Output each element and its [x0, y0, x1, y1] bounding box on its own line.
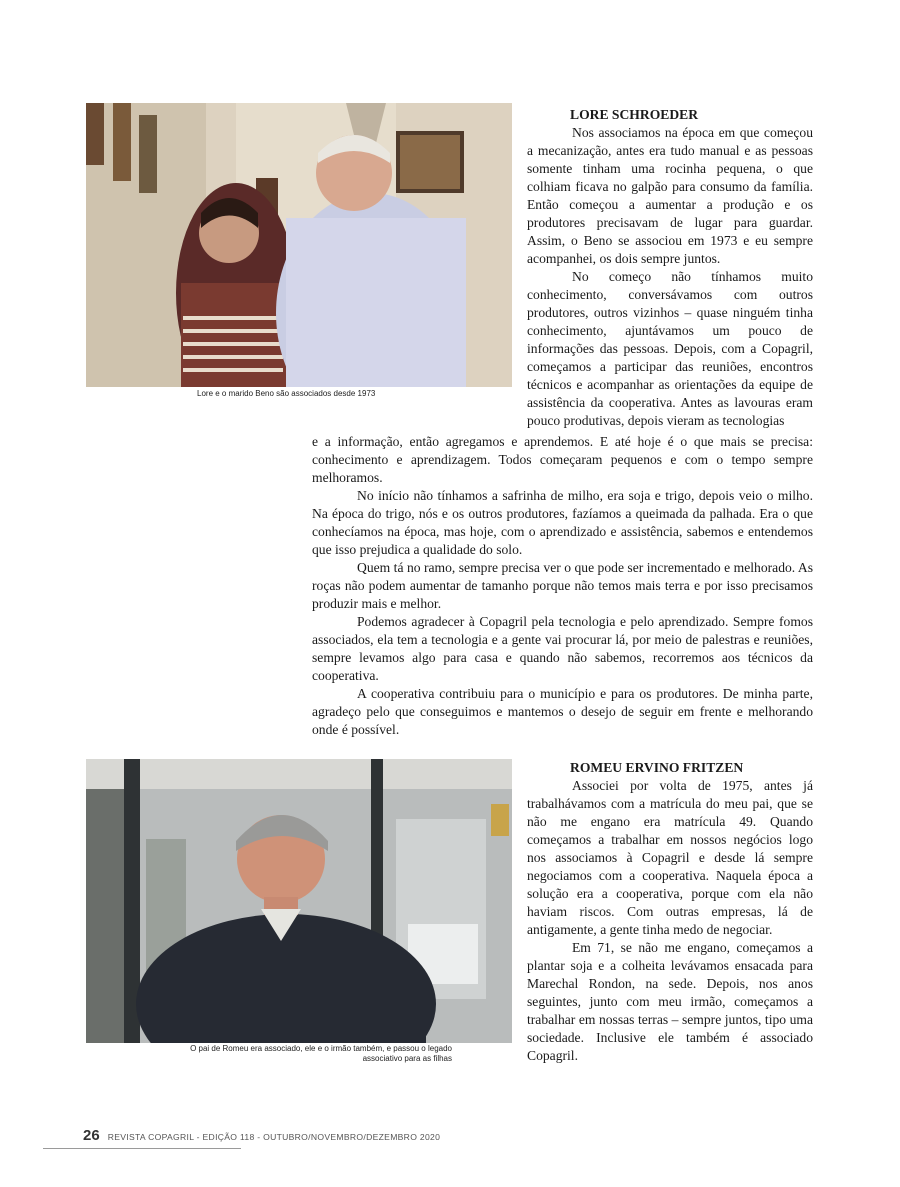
paragraph: Nos associamos na época em que começou a mecanização, antes era tudo manual e as pessoas somente tinham uma rocinha pequena, o que colhiam ficava no galpão para consumo da família. Então começou a aumentar a produção e os produtores precisavam de lugar para guardar. Assim, o Beno se associou em 1973 e eu sempre acompanhei, os dois sempre juntos.: [527, 125, 813, 266]
paragraph: Podemos agradecer à Copagril pela tecnologia e pelo aprendizado. Sempre fomos associados, ela tem a tecnologia e a gente vai procurar lá, por meio de palestras e reuniões, sempre levamos algo para casa e quando não sabemos, recorremos aos técnicos da cooperativa.: [312, 614, 813, 683]
photo-caption: Lore e o marido Beno são associados desde 1973: [197, 389, 376, 398]
photo-caption: O pai de Romeu era associado, ele e o irmão também, e passou o legado associativo para as filhas: [190, 1044, 452, 1063]
photo-lore-and-beno: [86, 103, 512, 387]
article-wide-text: [312, 433, 813, 739]
article-heading: ROMEU ERVINO FRITZEN: [570, 760, 744, 775]
footer-divider: [43, 1148, 241, 1149]
article-column-text: [527, 777, 813, 1065]
paragraph: Quem tá no ramo, sempre precisa ver o que pode ser incrementado e melhorado. As roças não podem aumentar de tamanho porque não temos mais terra e por isso precisamos produzir mais e melhor.: [312, 560, 813, 611]
paragraph: Em 71, se não me engano, começamos a plantar soja e a colheita levávamos ensacada para Marechal Rondon, na sede. Depois, nos anos seguintes, junto com meu irmão, começamos a trabalhar em nossas terras – sempre juntos, tipo uma sociedade. Inclusive ele também é associado Copagril.: [527, 940, 813, 1063]
paragraph: No começo não tínhamos muito conhecimento, conversávamos com outros produtores, outros vizinhos – quase ninguém tinha conhecimento, ajuntávamos um pouco de informações das pessoas. Depois, com a Copagril, começamos a participar das reuniões, encontros técnicos e acompanhar as orientações da equipe de assistência da cooperativa. Antes as lavouras eram pouco produtivas, depois vieram as tecnologias: [527, 269, 813, 428]
page-number: 26: [83, 1127, 100, 1144]
paragraph: e a informação, então agregamos e aprendemos. E até hoje é o que mais se precisa: conhecimento e aprendizagem. Todos começaram pequenos e com o tempo sempre melhoramos.: [312, 434, 813, 485]
article-column-text: [527, 124, 813, 430]
paragraph: No início não tínhamos a safrinha de milho, era soja e trigo, depois veio o milho. Na época do trigo, nós e os outros produtores, fazíamos a queimada da palhada. Era o que conhecíamos na época, mas hoje, com o aprendizado e assistência, sabemos e entendemos que isso prejudica a qualidade do solo.: [312, 488, 813, 557]
page-footer: [83, 1127, 440, 1144]
publication-info: REVISTA COPAGRIL - EDIÇÃO 118 - OUTUBRO/NOVEMBRO/DEZEMBRO 2020: [107, 1132, 441, 1142]
article-heading: LORE SCHROEDER: [570, 107, 699, 122]
photo-romeu: [86, 759, 512, 1043]
paragraph: Associei por volta de 1975, antes já trabalhávamos com a matrícula do meu pai, que se não me engano era matrícula 49. Quando começamos a trabalhar em nossos negócios logo nos associamos à Copagril e desde lá sempre negociamos com a cooperativa. Naquela época a solução era a cooperativa, porque com ela não haviam riscos. Com outras empresas, lá de antigamente, a gente tinha medo de negociar.: [527, 778, 813, 937]
paragraph: A cooperativa contribuiu para o município e para os produtores. De minha parte, agradeço pelo que conseguimos e mantemos o desejo de seguir em frente e melhorando onde é possível.: [312, 686, 813, 737]
